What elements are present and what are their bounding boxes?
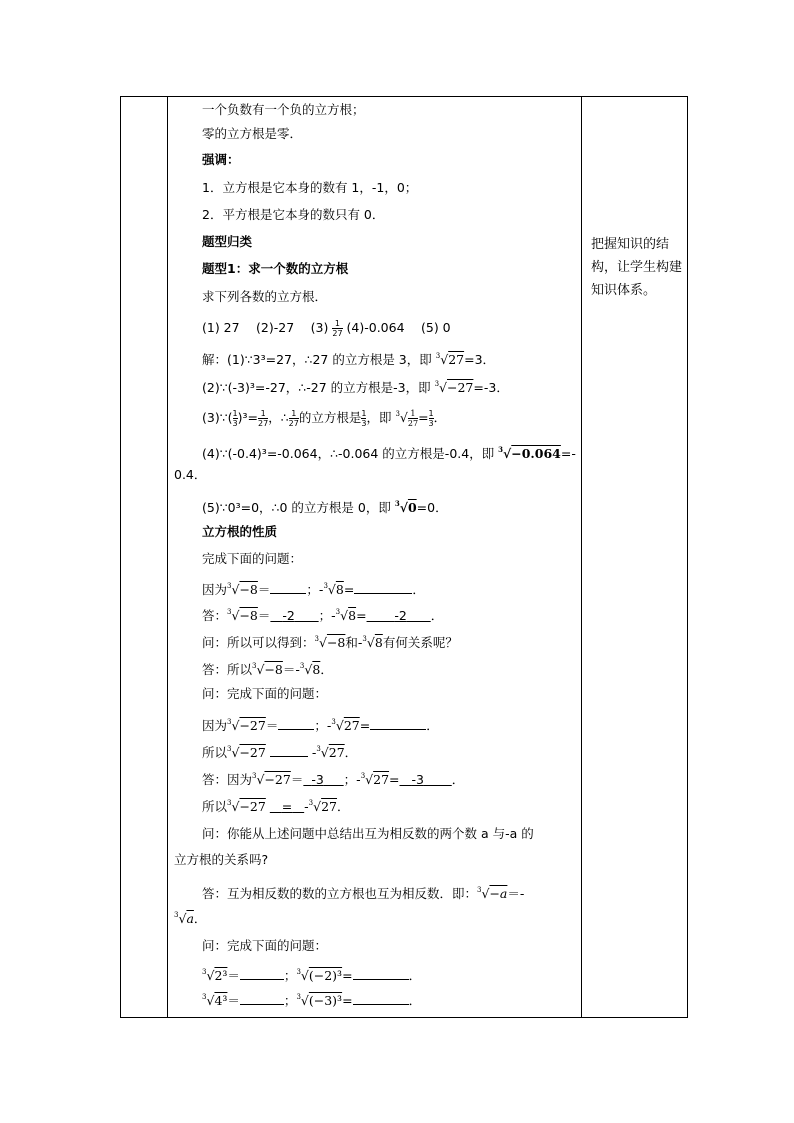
text-span: =- [560, 446, 576, 461]
cube-root: $^3$√2³ [202, 968, 228, 983]
radicand: 8 [335, 582, 344, 597]
text-line: 求下列各数的立方根． [202, 289, 328, 304]
radicand: −0.064 [511, 446, 561, 461]
text-span: 所以 [202, 745, 228, 760]
fraction-numerator: 1 [332, 319, 342, 329]
root-index: 3 [395, 410, 400, 418]
text-span: ． [344, 745, 358, 760]
cube-root: $^3$√−0.064 [498, 445, 561, 461]
text-span: - [295, 662, 300, 677]
text-span: ． [408, 993, 422, 1008]
cube-root: $^3$√−8 [314, 635, 346, 650]
text-span: ＝ [290, 772, 304, 787]
filled-answer [270, 799, 304, 814]
answer-blank[interactable] [240, 967, 284, 980]
text-line: 问：完成下面的问题： [202, 938, 328, 953]
root-index: 3 [323, 582, 328, 590]
text-span: 的立方根是 [298, 410, 362, 425]
cube-root: $^3$√4³ [202, 993, 228, 1008]
text-span: (2)∵(-3)³=-27，∴-27 的立方根是-3，即 [202, 380, 435, 395]
fraction-denominator: 27 [258, 419, 269, 428]
fraction [289, 409, 299, 428]
text-span: (5)∵0³=0，∴0 的立方根是 0，即 [202, 500, 395, 515]
answer-value: = [281, 799, 293, 814]
cube-root: $^3$√(−2)³ [296, 968, 343, 983]
filled-answer [400, 772, 452, 787]
text-line [167, 439, 576, 465]
text-line [167, 738, 357, 764]
cube-root: $^3$√−8 [252, 662, 283, 677]
cube-root: $^3$√−8 [227, 582, 258, 597]
root-index: 3 [434, 380, 440, 388]
filled-answer [270, 608, 318, 623]
text-line: 问：完成下面的问题： [202, 686, 328, 701]
text-span: ＝ [257, 582, 271, 597]
text-span: - [331, 608, 336, 623]
text-line [167, 628, 458, 654]
cube-root: $^3$√27 [308, 799, 338, 814]
text-span: - [311, 745, 317, 760]
text-span: 答：所以 [202, 662, 253, 677]
text-span: ＝ [227, 993, 240, 1008]
text-line [167, 345, 495, 371]
answer-blank[interactable] [354, 581, 412, 594]
text-span: ． [426, 718, 439, 733]
root-index: 3 [202, 968, 207, 976]
text-span: )³= [237, 410, 259, 425]
text-line [167, 601, 443, 627]
text-line [167, 655, 333, 681]
text-span: ； [343, 772, 357, 787]
column-divider-right [581, 97, 582, 1017]
root-index: 3 [227, 608, 232, 616]
text-span: =-3． [473, 380, 509, 395]
text-span: =0． [416, 500, 448, 515]
root-index: 3 [299, 662, 305, 670]
text-span: 因为 [202, 718, 228, 733]
section-heading: 立方根的性质 [202, 524, 278, 539]
text-line [167, 879, 524, 905]
answer-blank[interactable] [353, 967, 409, 980]
fraction [332, 319, 342, 338]
fraction-denominator: 27 [332, 329, 343, 338]
radicand: 4³ [214, 993, 228, 1008]
cube-root: $^3$√27 [435, 352, 465, 367]
radicand: 0 [407, 500, 417, 515]
text-span: 答：互为相反数的数的立方根也互为相反数．即： [202, 886, 478, 901]
text-span: ＝ [227, 968, 240, 983]
text-line [167, 575, 425, 601]
root-index: 3 [498, 445, 504, 454]
text-line: 立方根的关系吗? [174, 852, 269, 867]
cube-root: $^3$√27 [360, 772, 390, 787]
fraction-numerator: 1 [232, 409, 238, 418]
cube-root: $^3$√(−3)³ [296, 993, 343, 1008]
root-index: 3 [252, 662, 257, 670]
cube-root: $^3$√a [174, 911, 194, 926]
text-line [167, 317, 451, 339]
root-index: 3 [227, 582, 232, 590]
root-index: 3 [296, 968, 301, 976]
text-line [167, 986, 421, 1012]
cube-root: $^3$√−27 [227, 718, 266, 733]
text-span: (1) 27 (2)-27 (3) [202, 320, 329, 335]
root-index: 3 [202, 993, 207, 1001]
cube-root: $^3$√−27 [227, 745, 266, 760]
radicand: −8 [264, 662, 283, 677]
text-span: ＝ [282, 662, 296, 677]
cube-root: $^3$√8 [335, 608, 357, 623]
text-span: 因为 [202, 582, 228, 597]
section-heading: 题型1：求一个数的立方根 [202, 261, 349, 276]
cube-root: $^3$√−27 [434, 380, 474, 395]
root-index: 3 [360, 772, 366, 780]
radicand: −8 [326, 635, 346, 650]
text-span: ； [283, 968, 297, 983]
radicand: −27 [239, 799, 266, 814]
root-index: 3 [227, 718, 232, 726]
text-span: 答：因为 [202, 772, 253, 787]
radicand: −27 [239, 745, 266, 760]
section-heading: 题型归类 [202, 234, 253, 249]
root-index: 3 [314, 635, 319, 643]
text-span: = [342, 993, 353, 1008]
fraction-denominator: 3 [428, 419, 434, 428]
radicand: 27 [328, 745, 345, 760]
text-line [167, 765, 464, 791]
root-index: 3 [316, 745, 321, 753]
text-span: = [418, 410, 429, 425]
text-line: 2．平方根是它本身的数只有 0． [202, 207, 385, 222]
cube-root: $^3$√0 [394, 499, 417, 515]
radicand: (−3)³ [308, 993, 343, 1008]
answer-blank[interactable] [370, 717, 426, 730]
radicand: 8 [374, 635, 383, 650]
text-span: =3． [464, 352, 496, 367]
text-line [167, 904, 206, 930]
text-span: ． [412, 582, 425, 597]
fraction-numerator: 1 [289, 409, 299, 419]
cube-root: $^3$√27 [331, 718, 360, 733]
fraction-denominator: 3 [232, 419, 238, 428]
root-index: 3 [227, 745, 232, 753]
text-line: 完成下面的问题： [202, 551, 303, 566]
text-span: = [342, 968, 353, 983]
root-index: 3 [335, 608, 341, 616]
text-span: (4)∵(-0.4)³=-0.064，∴-0.064 的立方根是-0.4，即 [202, 446, 499, 461]
text-span: ＝ [265, 718, 279, 733]
answer-blank[interactable] [240, 992, 284, 1005]
lesson-table [120, 96, 688, 1018]
text-line: 零的立方根是零． [202, 126, 303, 141]
cube-root: $^3$√27 [316, 745, 345, 760]
fraction-numerator: 1 [408, 409, 418, 419]
text-span: 解：(1)∵3³=27，∴27 的立方根是 3，即 [202, 352, 436, 367]
answer-value: -3 [411, 772, 424, 787]
text-span: ． [408, 968, 422, 983]
text-span: ，即 [366, 410, 396, 425]
text-line [167, 792, 350, 818]
text-span: ． [430, 608, 444, 623]
answer-blank[interactable] [270, 744, 308, 757]
radicand: −27 [264, 772, 291, 787]
text-line [167, 961, 421, 987]
text-span: - [356, 772, 361, 787]
cube-root: $^3$√−27 [227, 799, 266, 814]
cube-root: $^3$√8 [323, 582, 344, 597]
text-span: (4)-0.064 (5) 0 [346, 320, 451, 335]
text-span: ； [306, 582, 319, 597]
text-span: - [318, 582, 324, 597]
text-span: ； [318, 608, 332, 623]
text-span: ＝- [507, 886, 525, 901]
root-index: 3 [308, 799, 314, 807]
text-span: 所以 [202, 799, 228, 814]
fraction-numerator: 1 [361, 409, 367, 418]
text-span: ． [320, 662, 333, 677]
radicand: 27 [321, 799, 338, 814]
cube-root: $^3$√−27 [252, 772, 291, 787]
cube-root: $^3$√8 [362, 635, 383, 650]
text-span: = [356, 608, 367, 623]
text-span: = [343, 582, 355, 597]
fraction [258, 409, 268, 428]
radicand: a [186, 911, 194, 926]
text-line [167, 403, 446, 429]
text-span: = [359, 718, 371, 733]
radicand: −27 [447, 380, 474, 395]
root-index: 3 [477, 886, 482, 894]
radicand: −a [489, 886, 508, 901]
cube-root: $^3$√8 [299, 662, 321, 677]
root-index: 3 [227, 799, 232, 807]
radicand: 27 [343, 718, 360, 733]
radicand: 8 [312, 662, 321, 677]
text-span: ． [337, 799, 350, 814]
answer-value: -2 [394, 608, 407, 623]
text-line: 0.4． [174, 467, 207, 482]
root-index: 3 [435, 352, 441, 360]
root-index: 3 [296, 993, 301, 1001]
radicand: (−2)³ [308, 968, 343, 983]
cube-root: $^3$√−8 [227, 608, 258, 623]
cube-root: $^3$√−a [477, 886, 508, 901]
root-index: 3 [394, 499, 400, 508]
answer-blank[interactable] [278, 717, 314, 730]
text-span: - [357, 635, 363, 650]
answer-blank[interactable] [353, 992, 409, 1005]
answer-value: -2 [282, 608, 295, 623]
text-span: - [304, 799, 309, 814]
text-line: 一个负数有一个负的立方根； [202, 102, 365, 117]
text-span: ，∴ [268, 410, 289, 425]
text-span: ＝ [257, 608, 271, 623]
filled-answer [303, 772, 343, 787]
radicand: −27 [239, 718, 266, 733]
fraction-numerator: 1 [258, 409, 268, 419]
text-span: - [326, 718, 332, 733]
text-span: ． [451, 772, 465, 787]
cube-root: $^3$√ $\frac{1}{27}$ [395, 409, 419, 428]
teaching-note: 把握知识的结构，让学生构建知识体系。 [591, 237, 683, 298]
root-index: 3 [252, 772, 257, 780]
text-line: 1．立方根是它本身的数有 1，-1，0； [202, 180, 418, 195]
text-span: 问：所以可以得到： [202, 635, 315, 650]
text-span: (3)∵( [202, 410, 233, 425]
text-span: 有何关系呢？ [382, 635, 458, 650]
text-span: ． [433, 410, 447, 425]
root-index: 3 [331, 718, 336, 726]
fraction-denominator: 27 [288, 419, 299, 428]
radicand: 27 [448, 352, 465, 367]
fraction [408, 409, 418, 428]
radicand: 27 [373, 772, 390, 787]
text-line [167, 373, 509, 399]
text-span: ； [283, 993, 297, 1008]
fraction-denominator: 3 [361, 419, 367, 428]
text-line: 问：你能从上述问题中总结出互为相反数的两个数 a 与-a 的 [202, 826, 534, 841]
text-span: ． [193, 911, 207, 926]
fraction-numerator: 1 [428, 409, 434, 418]
text-line [167, 711, 439, 737]
text-span: 和 [345, 635, 358, 650]
text-line [167, 493, 448, 519]
answer-blank[interactable] [270, 581, 306, 594]
answer-value: -3 [311, 772, 324, 787]
radicand: −8 [239, 582, 258, 597]
radicand: −8 [239, 608, 258, 623]
root-index: 3 [362, 635, 367, 643]
filled-answer [367, 608, 431, 623]
radicand: 8 [348, 608, 357, 623]
text-line: 强调： [202, 152, 240, 167]
text-span: = [389, 772, 400, 787]
text-span: 答： [202, 608, 228, 623]
root-index: 3 [174, 911, 179, 919]
text-span: ； [314, 718, 327, 733]
radicand: 2³ [214, 968, 228, 983]
fraction-denominator: 27 [407, 419, 419, 428]
